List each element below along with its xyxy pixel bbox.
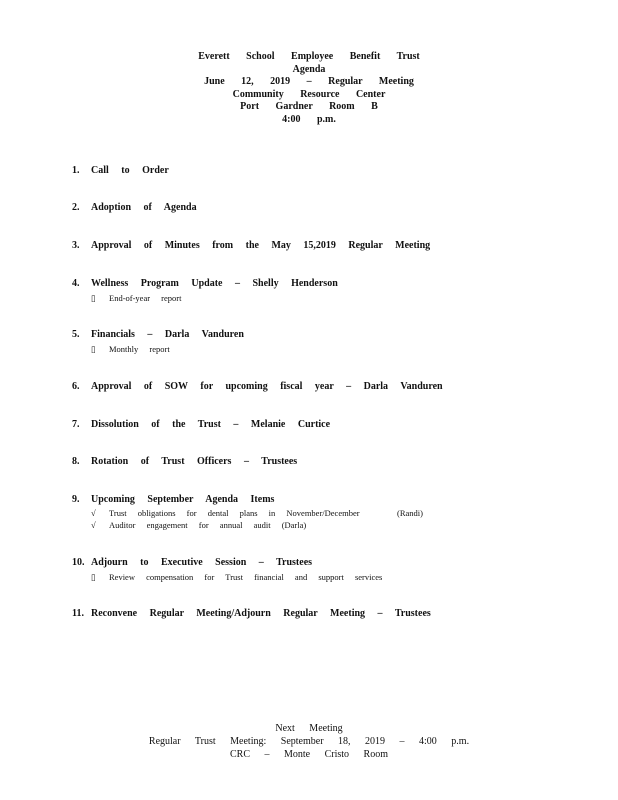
agenda-item-1: 1. Call to Order bbox=[72, 165, 169, 176]
agenda-subitem: √ Auditor engagement for annual audit (Darla) bbox=[91, 520, 307, 530]
meeting-time: 4:00 p.m. bbox=[282, 113, 336, 125]
next-meeting-details: Regular Trust Meeting: September 18, 2019 – 4:00 p.m. bbox=[148, 736, 470, 747]
agenda-item-7: 7. Dissolution of the Trust – Melanie Curtice bbox=[72, 419, 331, 430]
agenda-subitem: ▯ Review compensation for Trust financial and support services bbox=[91, 572, 383, 582]
agenda-item-5: 5. Financials – Darla Vanduren bbox=[72, 329, 244, 340]
agenda-item-9: 9. Upcoming September Agenda Items bbox=[72, 494, 275, 505]
next-meeting-room: CRC – Monte Cristo Room bbox=[229, 749, 388, 760]
org-name: Everett School Employee Benefit Trust bbox=[198, 51, 420, 62]
meeting-venue: Community Resource Center bbox=[232, 88, 386, 100]
page-title: Agenda bbox=[292, 63, 326, 75]
agenda-header bbox=[0, 51, 618, 126]
agenda-subitem: ▯ End-of-year report bbox=[91, 293, 182, 303]
agenda-item-6: 6. Approval of SOW for upcoming fiscal year – Darla Vanduren bbox=[72, 381, 443, 392]
agenda-item-11: 11. Reconvene Regular Meeting/Adjourn Regular Meeting – Trustees bbox=[72, 608, 431, 619]
agenda-subitem: √ Trust obligations for dental plans in November/December bbox=[91, 508, 360, 518]
meeting-date: June 12, 2019 – Regular Meeting bbox=[204, 76, 414, 87]
meeting-room: Port Gardner Room B bbox=[240, 101, 378, 112]
agenda-item-3: 3. Approval of Minutes from the May 15,2019 Regular Meeting bbox=[72, 240, 431, 251]
agenda-item-8: 8. Rotation of Trust Officers – Trustees bbox=[72, 456, 298, 467]
agenda-item-4: 4. Wellness Program Update – Shelly Henderson bbox=[72, 278, 338, 289]
next-meeting-footer bbox=[0, 722, 618, 761]
agenda-subitem-note: (Randi) bbox=[397, 508, 423, 518]
agenda-subitem: ▯ Monthly report bbox=[91, 344, 170, 354]
agenda-item-2: 2. Adoption of Agenda bbox=[72, 202, 197, 213]
agenda-item-10: 10. Adjourn to Executive Session – Trustees bbox=[72, 557, 313, 568]
next-meeting-heading: Next Meeting bbox=[275, 723, 343, 734]
